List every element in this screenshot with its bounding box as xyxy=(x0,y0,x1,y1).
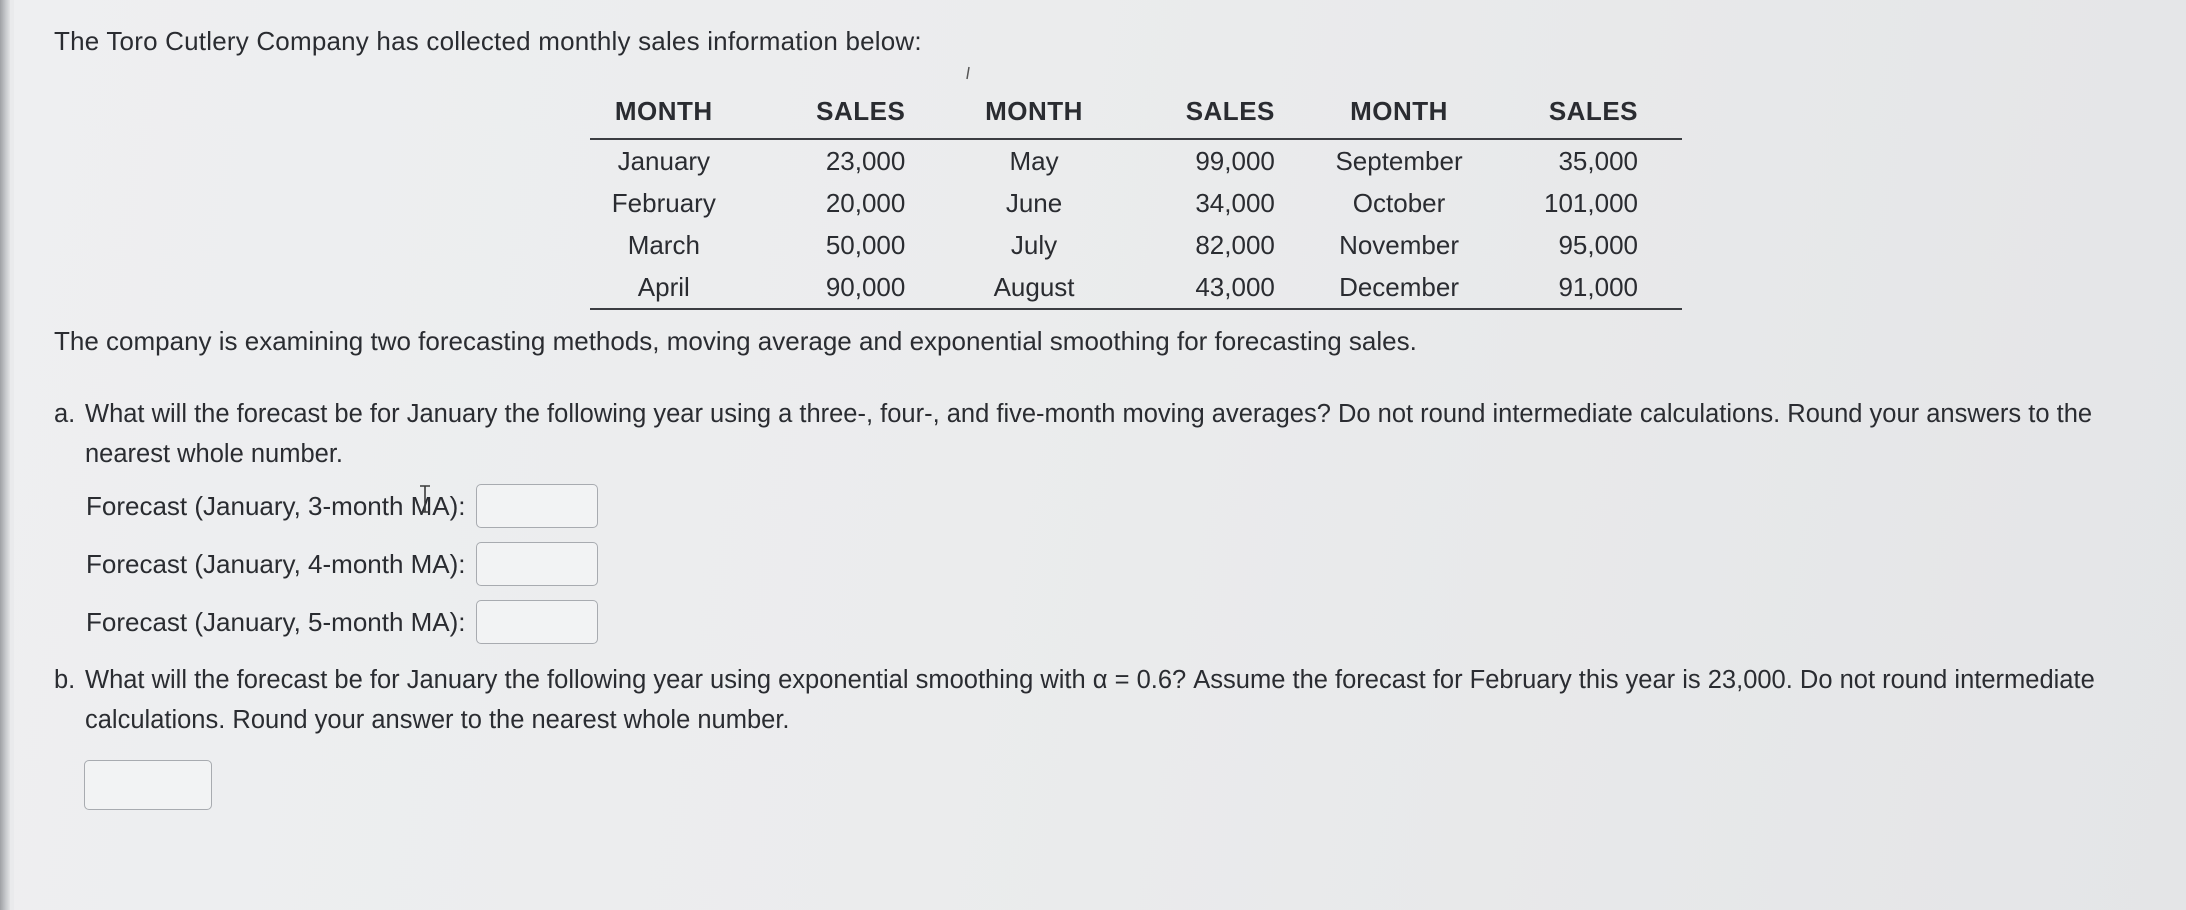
method-paragraph: The company is examining two forecasting methods, moving average and exponential smoothing for forecasting sales. xyxy=(54,326,1417,356)
table-cell: April xyxy=(590,266,738,309)
question-text: What will the forecast be for January the following year using exponential smoothing with α = 0.6? Assume the forecast for February this year is 23,000. Do not round intermediate calculations. Round your answer to the nearest whole number. xyxy=(85,666,2095,734)
table-cell: July xyxy=(1010,229,1058,260)
table-cell: 99,000 xyxy=(1195,145,1275,176)
table-cell: May xyxy=(1009,145,1059,176)
forecast-3-month-input[interactable] xyxy=(476,484,598,528)
left-page-edge xyxy=(0,0,10,910)
intro-text: The Toro Cutlery Company has collected monthly sales information below: xyxy=(54,26,922,56)
table-cell: August xyxy=(945,266,1122,309)
table-cell: January xyxy=(617,145,711,176)
question-page xyxy=(14,0,2186,910)
table-cell: June xyxy=(1005,187,1063,218)
column-header: MONTH xyxy=(1315,92,1483,139)
table-row xyxy=(590,139,1682,182)
table-cell: 34,000 xyxy=(1195,187,1275,218)
column-header: SALES xyxy=(738,92,946,139)
answer-label: Forecast (January, 5-month MA): xyxy=(86,606,466,637)
table-row xyxy=(590,182,1682,224)
column-header: SALES xyxy=(1483,92,1682,139)
table-cell: November xyxy=(1339,229,1459,260)
table-cell: 35,000 xyxy=(1558,145,1638,176)
table-cell: February xyxy=(611,187,716,218)
question-b xyxy=(54,660,2174,740)
table-row xyxy=(590,266,1682,309)
table-cell: 91,000 xyxy=(1483,266,1682,309)
table-cell: 95,000 xyxy=(1558,229,1638,260)
table-cell: 20,000 xyxy=(825,187,906,218)
forecast-4-month-input[interactable] xyxy=(476,542,598,586)
table-cell: March xyxy=(627,229,700,260)
answer-row-3-month xyxy=(86,484,598,528)
text-cursor-icon xyxy=(418,484,432,514)
table-cell: September xyxy=(1335,145,1463,176)
table-header-row xyxy=(590,92,1682,139)
table-cell: 23,000 xyxy=(825,145,906,176)
question-letter: a. xyxy=(54,400,76,428)
question-text: What will the forecast be for January the following year using a three-, four-, and five-month moving averages? Do not round intermediate calculations. Round your answers to the nearest whole number. xyxy=(85,400,2093,468)
question-a xyxy=(54,394,2174,474)
column-header: MONTH xyxy=(945,92,1122,139)
table-cell: 101,000 xyxy=(1544,187,1638,218)
stray-mark-icon xyxy=(966,66,970,80)
answer-label: Forecast (January, 4-month MA): xyxy=(86,548,466,579)
table-cell: October xyxy=(1352,187,1446,218)
exponential-smoothing-input[interactable] xyxy=(84,760,212,810)
sales-table xyxy=(590,92,1682,310)
forecast-5-month-input[interactable] xyxy=(476,600,598,644)
column-header: SALES xyxy=(1123,92,1315,139)
table-cell: 90,000 xyxy=(738,266,946,309)
table-cell: December xyxy=(1315,266,1483,309)
table-row xyxy=(590,224,1682,266)
question-letter: b. xyxy=(54,666,76,694)
answer-row-5-month xyxy=(86,600,598,644)
column-header: MONTH xyxy=(590,92,738,139)
answer-label: Forecast (January, 3-month MA): xyxy=(86,490,466,521)
table-cell: 82,000 xyxy=(1195,229,1275,260)
table-cell: 50,000 xyxy=(825,229,906,260)
answer-row-4-month xyxy=(86,542,598,586)
table-cell: 43,000 xyxy=(1123,266,1315,309)
